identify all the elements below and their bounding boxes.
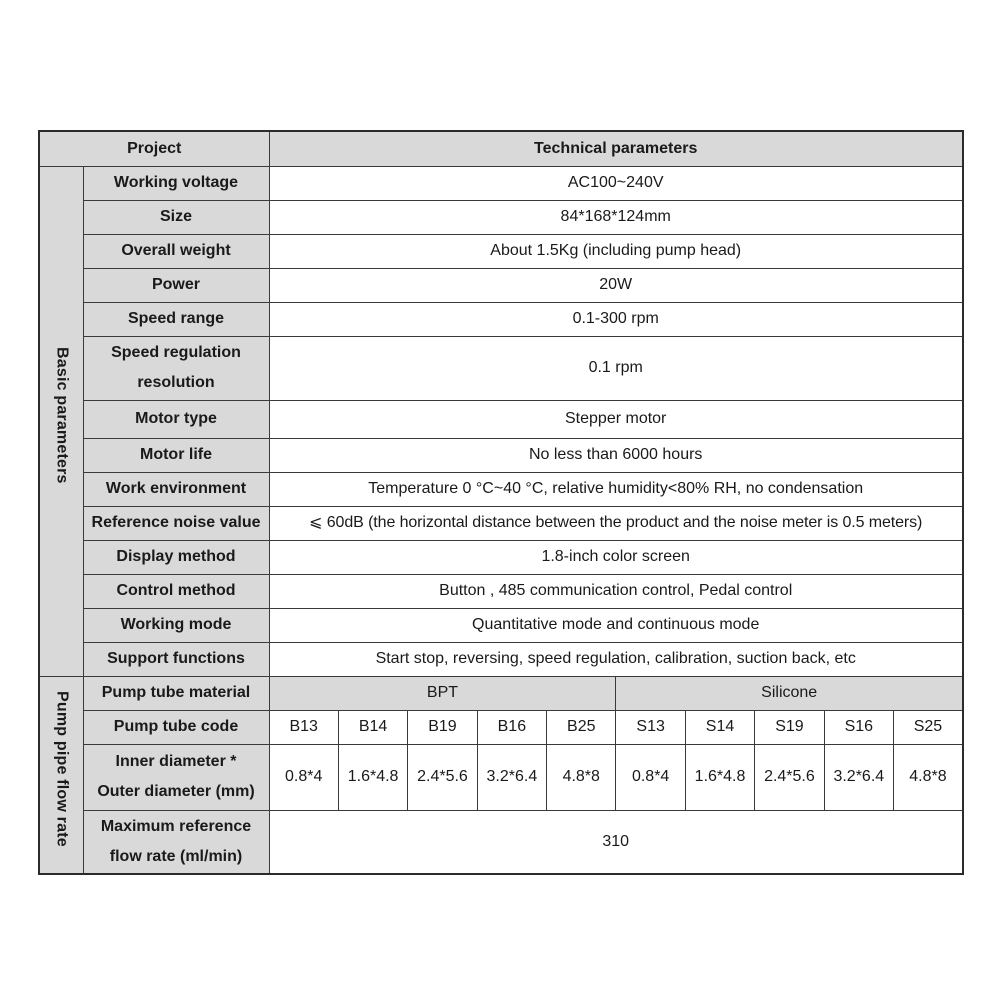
row-label: Size xyxy=(83,200,269,234)
pump-code-cell: S13 xyxy=(616,710,685,744)
section-pump-pipe-flow-rate xyxy=(39,676,83,874)
row-label: Speed range xyxy=(83,302,269,336)
pump-diameter-cell: 4.8*8 xyxy=(547,744,616,810)
row-label: Support functions xyxy=(83,642,269,676)
row-value: About 1.5Kg (including pump head) xyxy=(269,234,963,268)
row-label xyxy=(83,744,269,810)
pump-material-row xyxy=(39,676,963,710)
row-value: Quantitative mode and continuous mode xyxy=(269,608,963,642)
header-project: Project xyxy=(39,131,269,166)
row-value: 84*168*124mm xyxy=(269,200,963,234)
pump-code-cell: B14 xyxy=(338,710,407,744)
pump-code-cell: B13 xyxy=(269,710,338,744)
row-label-line: flow rate (ml/min) xyxy=(109,847,243,865)
pump-diameter-cell: 0.8*4 xyxy=(269,744,338,810)
header-technical-parameters: Technical parameters xyxy=(269,131,963,166)
section-pump-label: Pump pipe flow rate xyxy=(53,691,71,848)
pump-code-cell: S25 xyxy=(894,710,963,744)
spec-table xyxy=(38,130,964,875)
pump-code-cell: B25 xyxy=(547,710,616,744)
row-value: Button , 485 communication control, Pedal control xyxy=(269,574,963,608)
flow-rate-value: 310 xyxy=(269,810,963,874)
header-row xyxy=(39,131,963,166)
pump-diameter-cell: 2.4*5.6 xyxy=(408,744,477,810)
row-label: Overall weight xyxy=(83,234,269,268)
row-value: Stepper motor xyxy=(269,400,963,438)
row-label xyxy=(83,336,269,400)
table-row xyxy=(39,200,963,234)
pump-diameter-cell: 3.2*6.4 xyxy=(824,744,893,810)
pump-diameter-cell: 3.2*6.4 xyxy=(477,744,546,810)
pump-code-cell: S14 xyxy=(685,710,754,744)
pump-diameter-cell: 1.6*4.8 xyxy=(338,744,407,810)
row-value: ⩽ 60dB (the horizontal distance between the product and the noise meter is 0.5 meters) xyxy=(269,506,963,540)
row-label xyxy=(83,810,269,874)
row-value: 20W xyxy=(269,268,963,302)
material-silicone: Silicone xyxy=(616,676,963,710)
table-row xyxy=(39,608,963,642)
table-row xyxy=(39,472,963,506)
row-label: Pump tube material xyxy=(83,676,269,710)
table-row xyxy=(39,268,963,302)
row-label: Work environment xyxy=(83,472,269,506)
pump-code-cell: B16 xyxy=(477,710,546,744)
row-label: Working mode xyxy=(83,608,269,642)
row-label: Display method xyxy=(83,540,269,574)
table-row xyxy=(39,506,963,540)
pump-code-row xyxy=(39,710,963,744)
pump-diameter-cell: 0.8*4 xyxy=(616,744,685,810)
row-label: Pump tube code xyxy=(83,710,269,744)
section-basic-label: Basic parameters xyxy=(53,347,71,484)
row-label: Working voltage xyxy=(83,166,269,200)
row-value: AC100~240V xyxy=(269,166,963,200)
row-label-line: Speed regulation xyxy=(111,344,241,361)
row-label: Control method xyxy=(83,574,269,608)
table-row xyxy=(39,400,963,438)
row-label: Motor type xyxy=(83,400,269,438)
pump-code-cell: S16 xyxy=(824,710,893,744)
pump-diameter-cell: 1.6*4.8 xyxy=(685,744,754,810)
row-value: Temperature 0 °C~40 °C, relative humidity<80% RH, no condensation xyxy=(269,472,963,506)
table-row xyxy=(39,642,963,676)
pump-diameter-cell: 2.4*5.6 xyxy=(755,744,824,810)
table-row xyxy=(39,540,963,574)
row-label: Reference noise value xyxy=(83,506,269,540)
row-value: 1.8-inch color screen xyxy=(269,540,963,574)
row-label-line: Outer diameter (mm) xyxy=(97,783,255,800)
row-value: No less than 6000 hours xyxy=(269,438,963,472)
pump-diameter-cell: 4.8*8 xyxy=(894,744,963,810)
table-row xyxy=(39,166,963,200)
pump-flow-row xyxy=(39,810,963,874)
table-row xyxy=(39,302,963,336)
row-value: Start stop, reversing, speed regulation, calibration, suction back, etc xyxy=(269,642,963,676)
row-label: Motor life xyxy=(83,438,269,472)
table-row xyxy=(39,574,963,608)
table-row xyxy=(39,234,963,268)
row-value: 0.1-300 rpm xyxy=(269,302,963,336)
row-label-line: Inner diameter * xyxy=(115,753,237,770)
row-label-line: Maximum reference xyxy=(100,817,252,835)
pump-diameter-row xyxy=(39,744,963,810)
pump-code-cell: B19 xyxy=(408,710,477,744)
row-label-line: resolution xyxy=(137,374,215,391)
material-bpt: BPT xyxy=(269,676,616,710)
row-value: 0.1 rpm xyxy=(269,336,963,400)
table-row xyxy=(39,336,963,400)
pump-code-cell: S19 xyxy=(755,710,824,744)
row-label: Power xyxy=(83,268,269,302)
section-basic-parameters xyxy=(39,166,83,676)
table-row xyxy=(39,438,963,472)
